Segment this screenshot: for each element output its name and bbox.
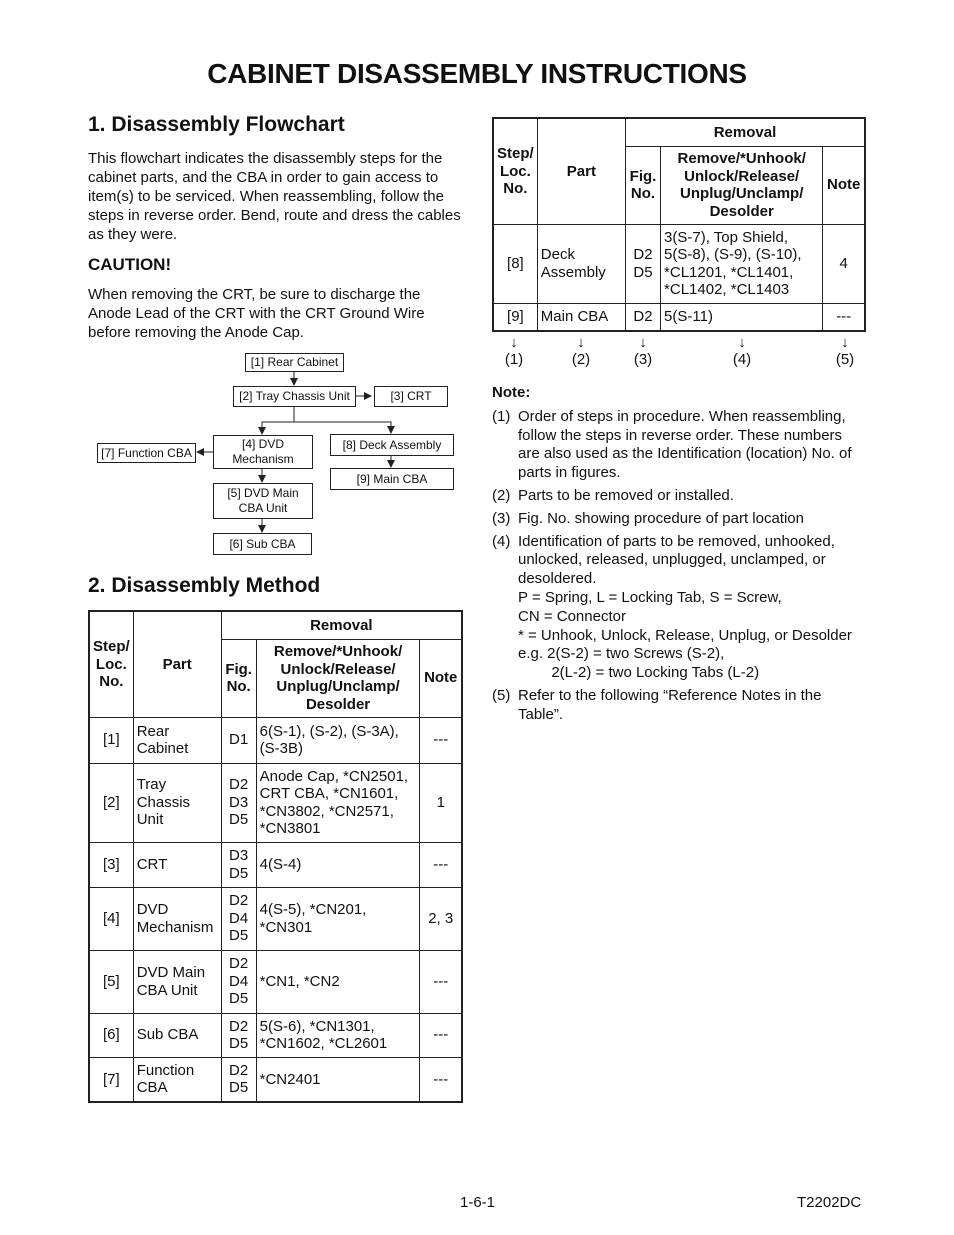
note-line: Parts to be removed or installed.: [518, 486, 734, 504]
page-number: 1-6-1: [460, 1194, 496, 1211]
table-row: [89, 763, 462, 842]
table-row: [493, 303, 865, 331]
table-row: [89, 717, 462, 763]
arrow-label: (1): [504, 351, 524, 368]
cell-part-line: Main CBA: [540, 308, 609, 325]
note-number: (1): [492, 407, 511, 425]
header-step-l3: No.: [99, 673, 124, 690]
cell-fig-line: D5: [229, 990, 249, 1008]
cell-step: [1]: [89, 717, 133, 763]
arrow-down-icon: ↓: [510, 334, 518, 351]
note-line: are also used as the Identification (location) No. of: [518, 445, 852, 463]
cell-fig: [221, 842, 256, 887]
cell-step: [5]: [89, 950, 133, 1013]
caution-heading: CAUTION!: [88, 255, 172, 274]
cell-fig-line: D2: [229, 892, 249, 910]
header-step-l3: No.: [503, 180, 528, 197]
note-item: [492, 408, 872, 483]
flow-node-dvd-mechanism: [213, 435, 313, 469]
document-code: T2202DC: [797, 1194, 862, 1211]
header-remove-l4: Desolder: [305, 695, 371, 713]
notes-heading: Note:: [492, 384, 531, 401]
cell-remove: [256, 717, 420, 763]
cell-part-line: DVD: [136, 901, 169, 918]
cell-note: 2, 3: [420, 887, 462, 950]
notes-section: [492, 384, 872, 729]
column-arrow-1: [494, 334, 534, 368]
cell-part-line: Chassis: [136, 793, 191, 811]
cell-fig-line: D5: [229, 811, 249, 829]
header-remove-l1: Remove/*Unhook/: [273, 643, 403, 660]
cell-fig: [625, 303, 660, 331]
caution-text: When removing the CRT, be sure to discharge the Anode Lead of the CRT with the CRT Ground Wire before removing the Anode Cap.: [88, 286, 425, 341]
cell-part: [133, 717, 221, 763]
note-text: [518, 487, 734, 506]
cell-fig-line: D2: [633, 308, 653, 325]
note-line: Fig. No. showing procedure of part location: [518, 509, 804, 527]
header-remove-l4: Desolder: [709, 202, 774, 220]
note-line: CN = Connector: [518, 607, 626, 625]
header-step-l1: Step/: [497, 145, 534, 162]
arrow-label: (3): [633, 351, 653, 368]
cell-step: [7]: [89, 1057, 133, 1102]
cell-remove: [256, 887, 420, 950]
note-number: (2): [492, 486, 511, 504]
cell-step: [6]: [89, 1013, 133, 1057]
header-step-l2: Loc.: [95, 655, 127, 673]
header-step: [493, 118, 537, 224]
flow-node-label: [7] Function CBA: [101, 445, 192, 460]
cell-fig: [221, 887, 256, 950]
cell-part-line: Rear: [136, 722, 170, 740]
header-removal: Removal: [221, 611, 462, 639]
column-arrow-3: [623, 334, 663, 368]
cell-part-line: Deck: [540, 246, 575, 263]
cell-part: [133, 842, 221, 887]
flow-node-function-cba: [97, 443, 196, 463]
cell-remove: [256, 1057, 420, 1102]
header-removal: Removal: [625, 118, 865, 146]
arrow-down-icon: ↓: [577, 334, 585, 351]
cell-remove: [256, 1013, 420, 1057]
arrow-down-icon: ↓: [639, 334, 647, 351]
cell-fig-line: D4: [229, 909, 249, 927]
cell-remove-line: *CL1402, *CL1403: [664, 281, 790, 298]
note-line: parts in figures.: [518, 464, 621, 482]
header-remove-l2: Unlock/Release/: [684, 167, 800, 185]
note-text: [518, 510, 804, 529]
cell-remove: [256, 763, 420, 842]
cell-remove-line: *CN3802, *CN2571,: [259, 802, 394, 820]
cell-remove: [661, 303, 823, 331]
arrow-label: (2): [571, 351, 591, 368]
disassembly-table-left: [88, 610, 463, 1103]
header-remove-l3: Unplug/Unclamp/: [276, 678, 400, 695]
flow-node-label: [5] DVD Main: [227, 486, 299, 500]
cell-part-line: CBA Unit: [136, 981, 198, 999]
header-step-l1: Step/: [93, 638, 130, 655]
note-text: [518, 533, 852, 683]
cell-fig-line: D5: [229, 1079, 249, 1097]
flow-node-label: [6] Sub CBA: [229, 536, 296, 551]
header-remove-l3: Unplug/Unclamp/: [680, 185, 804, 202]
cell-fig-line: D3: [229, 793, 249, 811]
cell-fig-line: D3: [229, 847, 249, 864]
header-step-l2: Loc.: [499, 162, 531, 180]
note-line: desoldered.: [518, 570, 597, 588]
cell-part: [133, 1057, 221, 1102]
cell-part-line: Function: [136, 1061, 195, 1079]
cell-remove-line: *CN2401: [259, 1070, 321, 1088]
cell-fig: [221, 763, 256, 842]
cell-note: ---: [420, 1057, 462, 1102]
cell-remove-line: *CN3801: [259, 820, 321, 837]
cell-fig-line: D2: [229, 1061, 249, 1079]
cell-remove: [256, 950, 420, 1013]
cell-note: ---: [420, 950, 462, 1013]
header-part: Part: [537, 118, 625, 224]
cell-part-line: CBA: [136, 1079, 168, 1097]
header-remove-l1: Remove/*Unhook/: [677, 150, 806, 167]
table-row: [493, 224, 865, 303]
arrow-down-icon: ↓: [841, 334, 849, 351]
cell-part-line: DVD Main: [136, 964, 206, 981]
cell-part-line: Unit: [136, 811, 164, 829]
cell-remove-line: *CN1602, *CL2601: [259, 1035, 388, 1052]
cell-step: [8]: [493, 224, 537, 303]
column-arrow-5: [825, 334, 865, 368]
cell-fig-line: D2: [229, 1017, 249, 1035]
cell-remove-line: 5(S-6), *CN1301,: [259, 1017, 375, 1035]
header-remove: [256, 639, 420, 717]
note-line: Order of steps in procedure. When reassembling,: [518, 407, 846, 425]
header-part: Part: [133, 611, 221, 717]
column-arrow-legend: [0, 334, 954, 374]
flow-node-label: [3] CRT: [390, 389, 432, 403]
cell-remove: [256, 842, 420, 887]
cell-fig: [221, 1013, 256, 1057]
flow-node-label: [4] DVD: [241, 437, 284, 451]
cell-fig: [221, 1057, 256, 1102]
cell-part-line: Cabinet: [136, 740, 189, 757]
header-remove: [661, 146, 823, 224]
flow-node-label: CBA Unit: [238, 501, 288, 515]
flow-node-label: [2] Tray Chassis Unit: [239, 389, 350, 403]
note-number: (4): [492, 532, 511, 550]
cell-fig: [221, 717, 256, 763]
cell-fig-line: D1: [229, 731, 249, 749]
flow-node-deck-assembly: [330, 434, 454, 456]
cell-fig-line: D2: [229, 776, 249, 794]
cell-note: ---: [420, 717, 462, 763]
flow-node-sub-cba: [213, 533, 312, 555]
cell-fig-line: D4: [229, 972, 249, 990]
table-row: [89, 1057, 462, 1102]
table-row: [89, 1013, 462, 1057]
header-fig-l1: Fig.: [629, 167, 657, 185]
cell-remove-line: *CN301: [259, 918, 313, 936]
header-note: Note: [420, 639, 462, 717]
cell-remove-line: (S-3B): [259, 740, 303, 757]
cell-fig-line: D2: [229, 955, 249, 973]
flowchart-intro: This flowchart indicates the disassembly steps for the cabinet parts, and the CBA in order to gain access to item(s) to be serviced. When reassembling, follow the steps in reverse order. Bend, route and dress the cables as they were.: [88, 150, 461, 243]
cell-fig-line: D5: [229, 1035, 249, 1052]
cell-fig-line: D5: [633, 263, 653, 281]
cell-note: ---: [823, 303, 865, 331]
note-text: [518, 687, 822, 725]
notes-list: [492, 408, 872, 725]
note-line: e.g. 2(S-2) = two Screws (S-2),: [518, 645, 725, 663]
cell-remove-line: 4(S-4): [259, 855, 302, 873]
note-line: 2(L-2) = two Locking Tabs (L-2): [518, 664, 760, 682]
arrow-label: (5): [835, 351, 855, 368]
note-number: (5): [492, 686, 511, 704]
cell-remove-line: 5(S-8), (S-9), (S-10),: [664, 246, 802, 263]
note-line: P = Spring, L = Locking Tab, S = Screw,: [518, 588, 782, 606]
cell-remove-line: *CN1, *CN2: [259, 972, 340, 990]
cell-note: ---: [420, 1013, 462, 1057]
section-heading-method: 2. Disassembly Method: [88, 574, 321, 597]
cell-part: [133, 1013, 221, 1057]
cell-step: [4]: [89, 887, 133, 950]
cell-part: [133, 887, 221, 950]
cell-remove-line: *CL1201, *CL1401,: [664, 263, 794, 281]
note-line: unlocked, released, unplugged, unclamped, or: [518, 551, 826, 569]
cell-fig: [221, 950, 256, 1013]
header-fig-l2: No.: [630, 185, 656, 202]
header-fig-l2: No.: [226, 678, 251, 695]
cell-fig-line: D2: [633, 246, 653, 263]
cell-step: [9]: [493, 303, 537, 331]
header-remove-l2: Unlock/Release/: [280, 660, 396, 678]
table-row: [89, 887, 462, 950]
flow-node-tray-chassis: [233, 386, 356, 407]
cell-fig-line: D5: [229, 927, 249, 945]
flow-node-crt: [374, 386, 448, 407]
cell-note: ---: [420, 842, 462, 887]
cell-part: [133, 950, 221, 1013]
flow-node-main-cba: [330, 468, 454, 490]
cell-part-line: CRT: [136, 855, 168, 873]
column-arrow-4: [722, 334, 762, 368]
cell-part-line: Mechanism: [136, 918, 214, 936]
cell-remove-line: CRT CBA, *CN1601,: [259, 785, 399, 802]
header-fig-l1: Fig.: [225, 660, 252, 678]
flow-node-label: Mechanism: [232, 452, 294, 466]
flow-node-dvd-main-cba: [213, 483, 313, 519]
column-arrow-2: [561, 334, 601, 368]
header-note: Note: [823, 146, 865, 224]
cell-note: 1: [420, 763, 462, 842]
cell-part: [537, 224, 625, 303]
arrow-down-icon: ↓: [738, 334, 746, 351]
table-row: [89, 842, 462, 887]
arrow-label: (4): [732, 351, 752, 368]
header-fig: [221, 639, 256, 717]
cell-part: [133, 763, 221, 842]
cell-remove-line: Anode Cap, *CN2501,: [259, 767, 409, 785]
note-text: [518, 408, 852, 483]
header-step: [89, 611, 133, 717]
cell-remove-line: 4(S-5), *CN201,: [259, 901, 367, 918]
cell-part-line: Tray: [136, 776, 167, 794]
note-item: [492, 487, 872, 506]
note-item: [492, 687, 872, 725]
note-line: Table”.: [518, 705, 564, 723]
note-line: Identification of parts to be removed, unhooked,: [518, 532, 835, 550]
note-line: * = Unhook, Unlock, Release, Unplug, or Desolder: [518, 626, 852, 644]
table-row: [89, 950, 462, 1013]
cell-remove: [661, 224, 823, 303]
cell-part: [537, 303, 625, 331]
flow-node-label: [1] Rear Cabinet: [250, 355, 339, 369]
note-item: [492, 533, 872, 683]
disassembly-table-right: [492, 117, 866, 332]
cell-step: [3]: [89, 842, 133, 887]
note-item: [492, 510, 872, 529]
section-heading-flowchart: 1. Disassembly Flowchart: [88, 113, 345, 136]
page-title: CABINET DISASSEMBLY INSTRUCTIONS: [207, 58, 747, 89]
cell-step: [2]: [89, 763, 133, 842]
note-line: Refer to the following “Reference Notes in the: [518, 686, 822, 704]
cell-fig: [625, 224, 660, 303]
cell-note: 4: [823, 224, 865, 303]
note-number: (3): [492, 509, 511, 527]
cell-remove-line: 6(S-1), (S-2), (S-3A),: [259, 722, 399, 740]
note-line: follow the steps in reverse order. These numbers: [518, 426, 843, 444]
cell-remove-line: 3(S-7), Top Shield,: [664, 228, 788, 246]
cell-fig-line: D5: [229, 864, 249, 882]
cell-part-line: Assembly: [540, 263, 606, 281]
flow-node-label: [8] Deck Assembly: [342, 437, 442, 452]
cell-part-line: Sub CBA: [136, 1026, 199, 1044]
flow-node-label: [9] Main CBA: [356, 471, 428, 486]
cell-remove-line: 5(S-11): [664, 308, 713, 325]
header-fig: [625, 146, 660, 224]
